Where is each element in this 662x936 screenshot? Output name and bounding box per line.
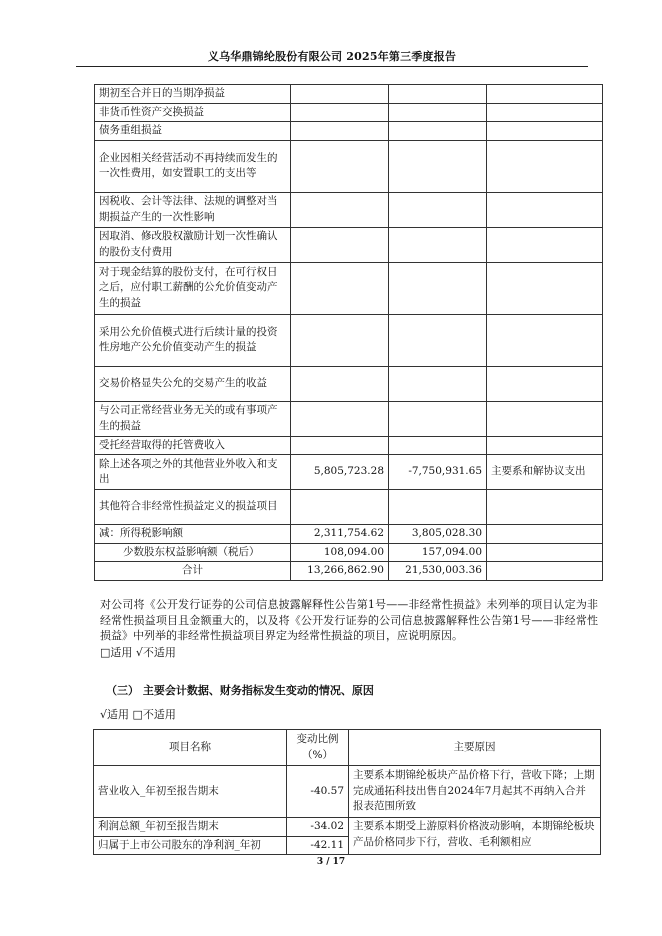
note-cell [487,543,603,562]
note-cell [487,262,603,314]
applicability-options: √适用 □不适用 [100,708,176,721]
amount-cell [291,140,389,192]
amount-cell [291,85,389,104]
item-cell: 少数股东权益影响额（税后） [95,543,291,562]
name-cell: 归属于上市公司股东的净利润_年初 [94,836,287,855]
note-cell [487,562,603,581]
item-cell: 对于现金结算的股份支付，在可行权日之后，应付职工薪酬的公允价值变动产生的损益 [95,262,291,314]
item-cell: 企业因相关经营活动不再持续而发生的一次性费用，如安置职工的支出等 [95,140,291,192]
note-cell [487,103,603,122]
ratio-cell: -42.11 [287,836,349,855]
table-row [94,818,601,837]
name-cell: 利润总额_年初至报告期末 [94,818,287,837]
table-row [94,766,601,818]
item-cell: 债务重组损益 [95,122,291,141]
change-reasons-table [93,729,601,855]
ratio-cell: -34.02 [287,818,349,837]
table-row [95,543,603,562]
header-name: 项目名称 [94,730,287,766]
header-reason: 主要原因 [349,730,601,766]
section-title: （三） 主要会计数据、财务指标发生变动的情况、原因 [106,684,374,697]
item-cell: 采用公允价值模式进行后续计量的投资性房地产公允价值变动产生的损益 [95,314,291,366]
item-cell: 期初至合并日的当期净损益 [95,85,291,104]
item-cell: 其他符合非经常性损益定义的损益项目 [95,490,291,525]
prior-cell [389,85,487,104]
amount-cell [291,192,389,227]
explanatory-note: 对公司将《公开发行证券的公司信息披露解释性公告第1号——非经常性损益》未列举的项目认定为非经常性损益项目且金额重大的，以及将《公开发行证券的公司信息披露解释性公告第1号——非经常性损益》中列举的非经常性损益项目界定为经常性损益的项目，应说明原因。 [100,598,598,643]
table-row [95,192,603,227]
amount-cell [291,401,389,436]
item-cell: 除上述各项之外的其他营业外收入和支出 [95,455,291,490]
prior-cell [389,366,487,401]
amount-cell [291,490,389,525]
note-cell [487,366,603,401]
applicability-options: □适用 √不适用 [100,646,176,659]
note-cell [487,140,603,192]
item-cell: 合计 [95,562,291,581]
amount-cell: 2,311,754.62 [291,525,389,544]
note-cell [487,490,603,525]
item-cell: 与公司正常经营业务无关的或有事项产生的损益 [95,401,291,436]
prior-cell [389,436,487,455]
item-cell: 交易价格显失公允的交易产生的收益 [95,366,291,401]
table-row [95,103,603,122]
table-row [95,140,603,192]
item-cell: 非货币性资产交换损益 [95,103,291,122]
amount-cell: 108,094.00 [291,543,389,562]
prior-cell [389,192,487,227]
item-cell: 因税收、会计等法律、法规的调整对当期损益产生的一次性影响 [95,192,291,227]
table-row [95,122,603,141]
prior-cell: 21,530,003.36 [389,562,487,581]
table-row [95,436,603,455]
non-recurring-items-table [94,84,603,581]
table-row [95,314,603,366]
note-cell [487,122,603,141]
ratio-cell: -40.57 [287,766,349,818]
prior-cell [389,227,487,262]
header-ratio: 变动比例（%） [287,730,349,766]
note-cell [487,85,603,104]
prior-cell [389,401,487,436]
amount-cell: 13,266,862.90 [291,562,389,581]
table-row [95,401,603,436]
page-number: 3 / 17 [316,857,346,867]
table-row [95,85,603,104]
prior-cell [389,490,487,525]
reason-cell: 主要系本期受上游原料价格波动影响，本期锦纶板块产品价格同步下行，营收、毛利额相应 [349,818,601,855]
amount-cell [291,366,389,401]
table-row [95,562,603,581]
reason-cell: 主要系本期锦纶板块产品价格下行，营收下降；上期完成通拓科技出售自2024年7月起其不再纳入合并报表范围所致 [349,766,601,818]
note-cell [487,227,603,262]
prior-cell [389,314,487,366]
note-cell [487,436,603,455]
name-cell: 营业收入_年初至报告期末 [94,766,287,818]
prior-cell [389,140,487,192]
table-row [95,262,603,314]
note-cell [487,192,603,227]
amount-cell [291,103,389,122]
prior-cell: -7,750,931.65 [389,455,487,490]
prior-cell [389,262,487,314]
table-row [95,490,603,525]
prior-cell [389,103,487,122]
amount-cell [291,314,389,366]
prior-cell: 157,094.00 [389,543,487,562]
table-row [95,366,603,401]
table-header-row [94,730,601,766]
note-cell [487,401,603,436]
header-rule [76,66,588,67]
amount-cell [291,262,389,314]
item-cell: 减：所得税影响额 [95,525,291,544]
note-cell [487,314,603,366]
table-row [95,227,603,262]
table-row [95,525,603,544]
amount-cell [291,122,389,141]
note-cell [487,525,603,544]
prior-cell: 3,805,028.30 [389,525,487,544]
table-row [95,455,603,490]
amount-cell: 5,805,723.28 [291,455,389,490]
amount-cell [291,436,389,455]
report-header: 义乌华鼎锦纶股份有限公司 2025年第三季度报告 [207,50,457,63]
prior-cell [389,122,487,141]
amount-cell [291,227,389,262]
note-cell: 主要系和解协议支出 [487,455,603,490]
item-cell: 受托经营取得的托管费收入 [95,436,291,455]
item-cell: 因取消、修改股权激励计划一次性确认的股份支付费用 [95,227,291,262]
